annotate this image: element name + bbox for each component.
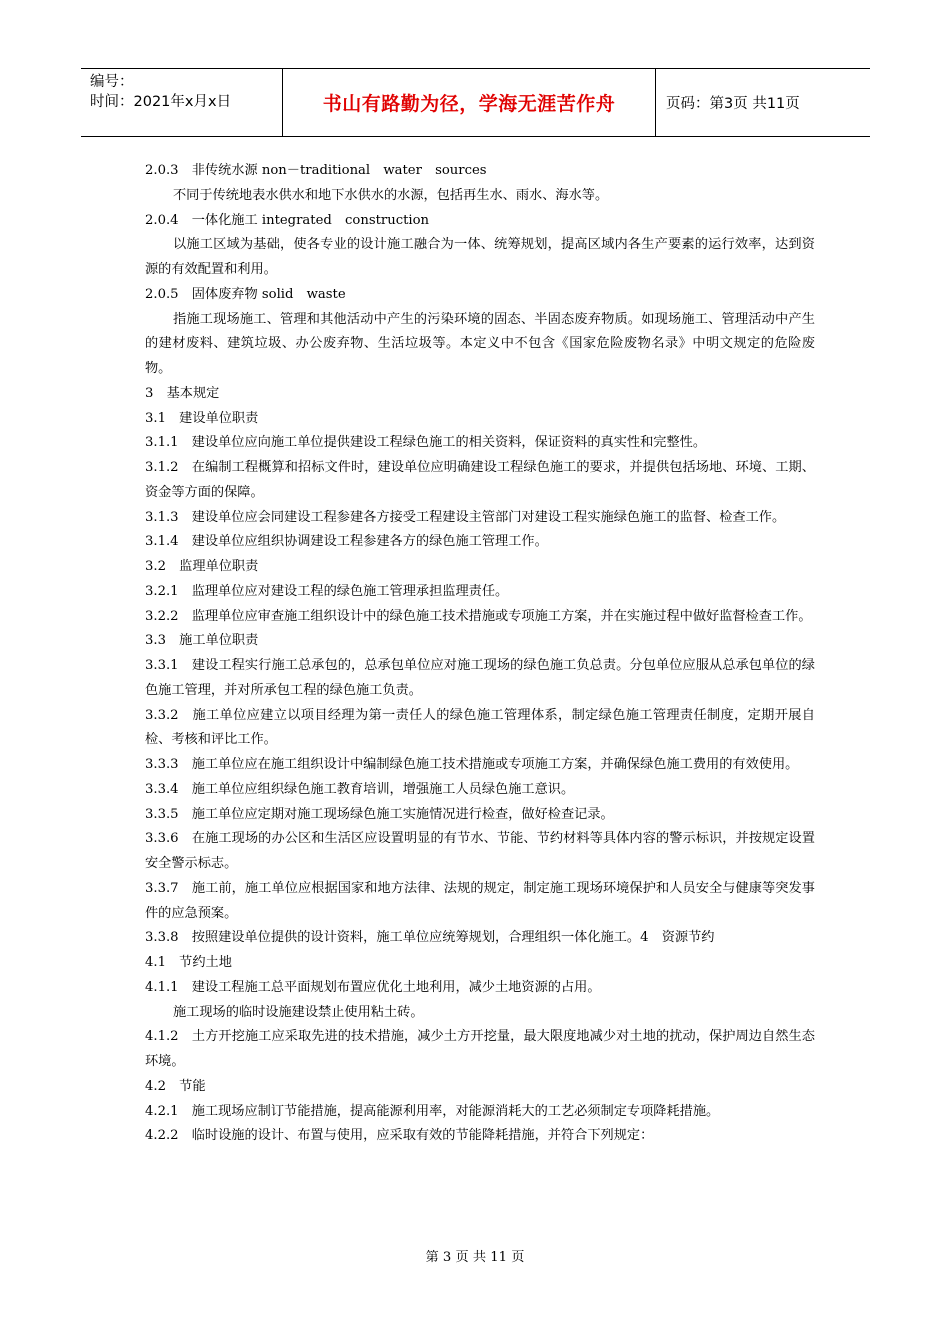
paragraph: 2.0.4 一体化施工 integrated construction xyxy=(145,212,430,228)
paragraph: 4.2.1 施工现场应制订节能措施，提高能源利用率，对能源消耗大的工艺必须制定专项降耗措施。 xyxy=(145,1103,720,1119)
paragraph: 施工现场的临时设施建设禁止使用粘土砖。 xyxy=(173,1004,424,1020)
page-footer: 第 3 页 共 11 页 xyxy=(425,1250,525,1265)
document-date-label: 时间：2021年x月x日 xyxy=(90,94,232,110)
paragraph: 3.1.1 建设单位应向施工单位提供建设工程绿色施工的相关资料，保证资料的真实性和完整性。 xyxy=(145,435,707,451)
paragraph: 3.3 施工单位职责 xyxy=(145,633,259,649)
header-meta xyxy=(81,69,283,136)
paragraph: 3.1 建设单位职责 xyxy=(145,410,259,426)
paragraph: 3.2.2 监理单位应审查施工组织设计中的绿色施工技术措施或专项施工方案，并在实施过程中做好监督检查工作。 xyxy=(145,608,812,624)
paragraph: 3.3.8 按照建设单位提供的设计资料，施工单位应统筹规划，合理组织一体化施工。4 资源节约 xyxy=(145,930,715,946)
paragraph: 4.2.2 临时设施的设计、布置与使用，应采取有效的节能降耗措施，并符合下列规定： xyxy=(145,1128,654,1144)
header-page-number: 页码：第3页 共11页 xyxy=(666,96,800,112)
paragraph: 4.1.1 建设工程施工总平面规划布置应优化土地利用，减少土地资源的占用。 xyxy=(145,979,601,995)
paragraph: 指施工现场施工、管理和其他活动中产生的污染环境的固态、半固态废弃物质。如现场施工、管理活动中产生的建材废料、建筑垃圾、办公废弃物、生活垃圾等。本定义中不包含《国家危险废物名录》中明文规定的危险废物。 xyxy=(145,311,815,376)
paragraph: 3.3.7 施工前，施工单位应根据国家和地方法律、法规的规定，制定施工现场环境保护和人员安全与健康等突发事件的应急预案。 xyxy=(145,880,815,921)
paragraph: 3.3.4 施工单位应组织绿色施工教育培训，增强施工人员绿色施工意识。 xyxy=(145,781,575,797)
paragraph: 3 基本规定 xyxy=(145,385,220,401)
paragraph: 4.1 节约土地 xyxy=(145,955,232,970)
paragraph: 3.3.5 施工单位应定期对施工现场绿色施工实施情况进行检查，做好检查记录。 xyxy=(145,806,614,822)
paragraph: 3.3.3 施工单位应在施工组织设计中编制绿色施工技术措施或专项施工方案，并确保绿色施工费用的有效使用。 xyxy=(145,757,799,772)
paragraph: 3.2.1 监理单位应对建设工程的绿色施工管理承担监理责任。 xyxy=(145,583,509,599)
paragraph: 2.0.5 固体废弃物 solid waste xyxy=(145,286,346,302)
document-number-label: 编号： xyxy=(90,74,134,90)
paragraph: 4.1.2 土方开挖施工应采取先进的技术措施，减少土方开挖量，最大限度地减少对土地的扰动，保护周边自然生态环境。 xyxy=(145,1029,815,1069)
page-header xyxy=(81,68,870,137)
paragraph: 2.0.3 非传统水源 non－traditional water sources xyxy=(145,163,487,178)
paragraph: 3.3.2 施工单位应建立以项目经理为第一责任人的绿色施工管理体系，制定绿色施工管理责任制度，定期开展自检、考核和评比工作。 xyxy=(145,707,815,748)
document-body xyxy=(145,159,815,1149)
paragraph: 3.1.2 在编制工程概算和招标文件时，建设单位应明确建设工程绿色施工的要求，并提供包括场地、环境、工期、资金等方面的保障。 xyxy=(145,460,815,500)
paragraph: 3.3.1 建设工程实行施工总承包的，总承包单位应对施工现场的绿色施工负总责。分包单位应服从总承包单位的绿色施工管理，并对所承包工程的绿色施工负责。 xyxy=(145,658,815,698)
paragraph: 3.3.6 在施工现场的办公区和生活区应设置明显的有节水、节能、节约材料等具体内容的警示标识，并按规定设置安全警示标志。 xyxy=(145,831,815,871)
paragraph: 3.1.3 建设单位应会同建设工程参建各方接受工程建设主管部门对建设工程实施绿色施工的监督、检查工作。 xyxy=(145,509,786,525)
paragraph: 以施工区域为基础，使各专业的设计施工融合为一体、统筹规划，提高区域内各生产要素的运行效率，达到资源的有效配置和利用。 xyxy=(145,237,815,277)
paragraph: 3.1.4 建设单位应组织协调建设工程参建各方的绿色施工管理工作。 xyxy=(145,534,548,550)
header-motto: 书山有路勤为径，学海无涯苦作舟 xyxy=(283,69,656,136)
paragraph: 不同于传统地表水供水和地下水供水的水源，包括再生水、雨水、海水等。 xyxy=(173,187,609,203)
paragraph: 4.2 节能 xyxy=(145,1078,206,1094)
paragraph: 3.2 监理单位职责 xyxy=(145,559,259,574)
